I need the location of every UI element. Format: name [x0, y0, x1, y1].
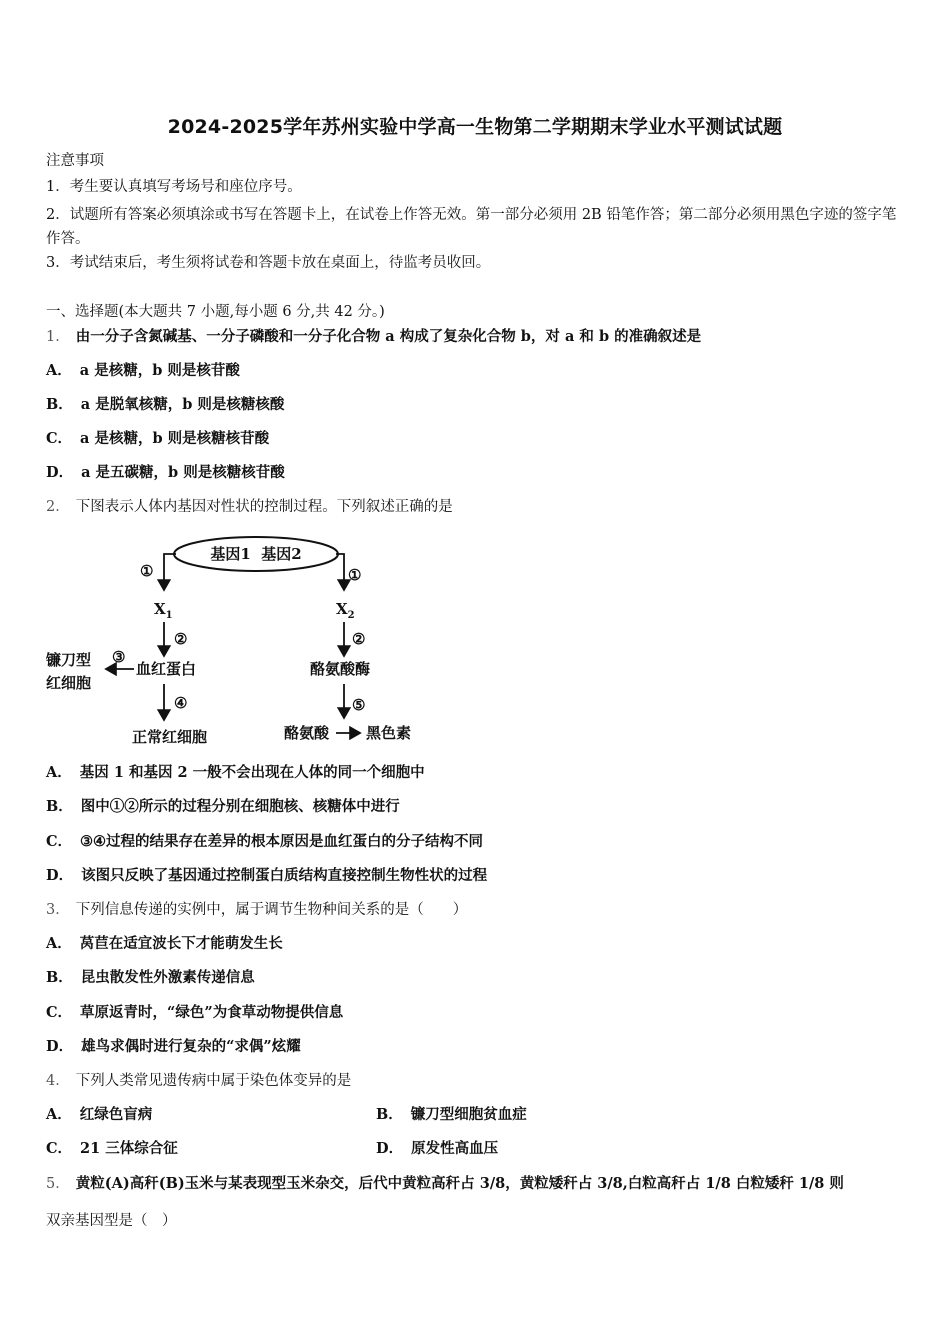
question-number: 1． — [46, 329, 70, 345]
arrow-1-right — [336, 554, 344, 590]
question-2-option-d: D． 该图只反映了基因通过控制蛋白质结构直接控制生物性状的过程 — [46, 867, 488, 884]
question-4-stem: 4． 下列人类常见遗传病中属于染色体变异的是 — [46, 1073, 352, 1089]
hemoglobin-label: 血红蛋白 — [136, 660, 197, 678]
normal-rbc-label: 正常红细胞 — [132, 728, 208, 746]
question-4-option-b: B． 镰刀型细胞贫血症 — [376, 1106, 527, 1123]
notice-heading: 注意事项 — [46, 153, 104, 169]
question-5-stem: 5． 黄粒(A)高秆(B)玉米与某表现型玉米杂交，后代中黄粒高秆占 3/8，黄粒矮秆占 3/8,白粒高秆占 1/8 白粒矮秆 1/8 则 — [46, 1175, 844, 1192]
question-number: 4． — [46, 1073, 70, 1089]
question-number: 2． — [46, 499, 70, 515]
notice-item: 3．考试结束后，考生须将试卷和答题卡放在桌面上，待监考员收回。 — [46, 255, 491, 271]
question-3-option-d: D． 雄鸟求偶时进行复杂的“求偶”炫耀 — [46, 1038, 301, 1055]
step-2-left: ② — [174, 630, 188, 648]
gene-control-diagram — [40, 528, 440, 753]
question-1-option-c: C． a 是核糖，b 则是核糖核苷酸 — [46, 430, 270, 447]
tyrosinase-label: 酪氨酸酶 — [310, 660, 371, 678]
x2-label: $X_2$ — [336, 600, 355, 621]
genes-label: 基因1 基因2 — [210, 545, 302, 563]
question-4-option-a: A． 红绿色盲病 — [46, 1106, 153, 1123]
question-2-stem: 2． 下图表示人体内基因对性状的控制过程。下列叙述正确的是 — [46, 499, 453, 515]
question-number: 5． — [46, 1176, 70, 1192]
question-1-option-b: B． a 是脱氧核糖，b 则是核糖核酸 — [46, 396, 285, 413]
section-heading: 一、选择题(本大题共 7 小题,每小题 6 分,共 42 分。) — [46, 304, 385, 320]
question-2-option-c: C． ③④过程的结果存在差异的根本原因是血红蛋白的分子结构不同 — [46, 833, 484, 850]
arrow-1-left — [164, 554, 176, 590]
question-1-option-d: D． a 是五碳糖，b 则是核糖核苷酸 — [46, 464, 285, 481]
page-title: 2024-2025学年苏州实验中学高一生物第二学期期末学业水平测试试题 — [167, 116, 783, 138]
step-3: ③ — [112, 648, 126, 666]
x1-label: $X_1$ — [154, 600, 173, 621]
question-1-option-a: A． a 是核糖，b 则是核苷酸 — [46, 362, 240, 379]
question-3-stem: 3． 下列信息传递的实例中，属于调节生物种间关系的是（ ） — [46, 902, 468, 918]
question-2-option-b: B． 图中①②所示的过程分别在细胞核、核糖体中进行 — [46, 798, 400, 815]
step-2-right: ② — [352, 630, 366, 648]
sickle-cell-line1: 镰刀型 — [46, 651, 92, 669]
step-1-left: ① — [140, 562, 154, 580]
step-4: ④ — [174, 694, 188, 712]
question-5-stem-continued: 双亲基因型是（ ） — [46, 1213, 177, 1229]
question-4-option-d: D． 原发性高血压 — [376, 1140, 499, 1157]
question-4-option-c: C． 21 三体综合征 — [46, 1140, 178, 1157]
step-1-right: ① — [348, 566, 362, 584]
notice-item: 2．试题所有答案必须填涂或书写在答题卡上，在试卷上作答无效。第一部分必须用 2B 铅笔作答；第二部分必须用黑色字迹的签字笔作答。 — [46, 207, 897, 247]
step-5: ⑤ — [352, 696, 366, 714]
question-1-stem: 1． 由一分子含氮碱基、一分子磷酸和一分子化合物 a 构成了复杂化合物 b，对 a 和 b 的准确叙述是 — [46, 328, 702, 345]
question-3-option-c: C． 草原返青时，“绿色”为食草动物提供信息 — [46, 1004, 344, 1021]
question-3-option-a: A． 莴苣在适宜波长下才能萌发生长 — [46, 935, 283, 952]
melanin-label: 黑色素 — [366, 724, 412, 742]
question-number: 3． — [46, 902, 70, 918]
question-2-option-a: A． 基因 1 和基因 2 一般不会出现在人体的同一个细胞中 — [46, 764, 425, 781]
notice-item: 1．考生要认真填写考场号和座位序号。 — [46, 179, 302, 195]
question-3-option-b: B． 昆虫散发性外激素传递信息 — [46, 969, 255, 986]
tyrosine-label: 酪氨酸 — [284, 724, 330, 742]
sickle-cell-line2: 红细胞 — [46, 674, 92, 692]
